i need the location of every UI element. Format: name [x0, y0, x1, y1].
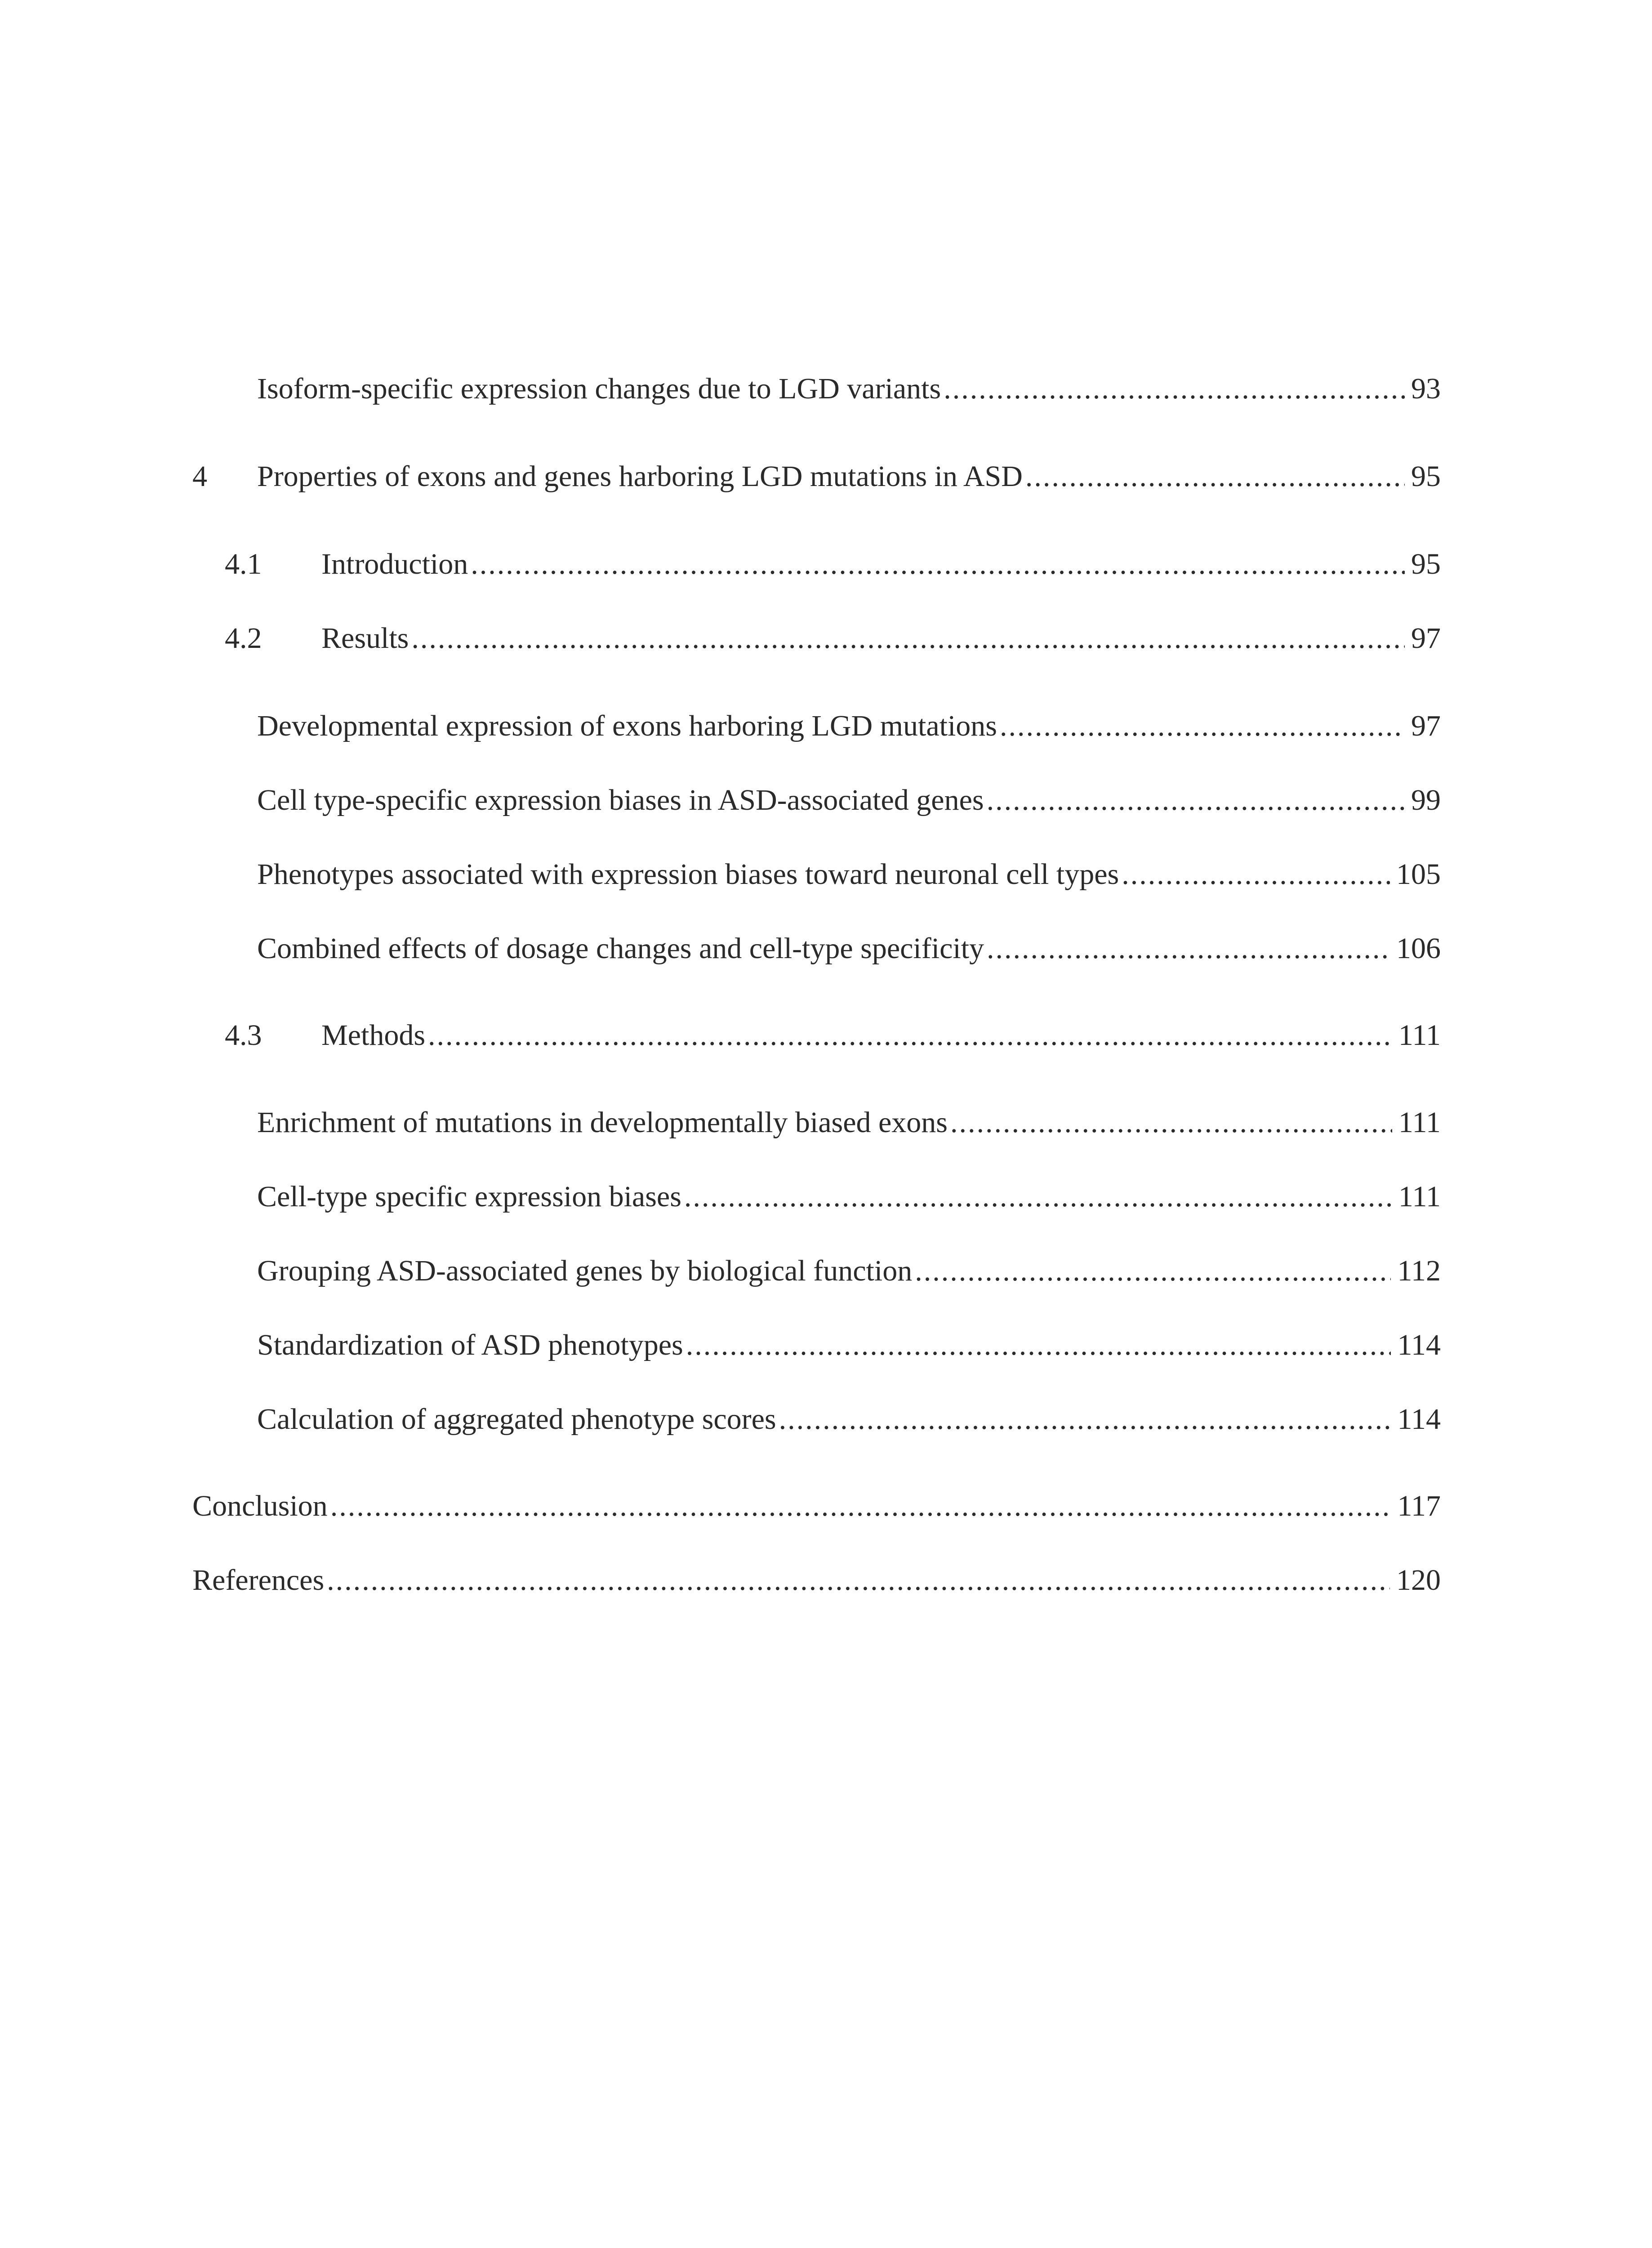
toc-entry-cell-type-expression-biases[interactable]: [257, 1177, 1441, 1217]
toc-title: Combined effects of dosage changes and cell-type specificity: [257, 932, 984, 965]
toc-title: Grouping ASD-associated genes by biological function: [257, 1254, 913, 1287]
toc-title: Standardization of ASD phenotypes: [257, 1329, 683, 1361]
toc-page-number: 111: [1398, 1019, 1441, 1052]
toc-title: Properties of exons and genes harboring LGD mutations in ASD: [257, 460, 1023, 493]
toc-entry-grouping-genes[interactable]: [257, 1251, 1441, 1291]
toc-leader-dots: [987, 780, 1405, 821]
toc-page-number: 97: [1411, 709, 1441, 742]
toc-entry-phenotypes-neuronal[interactable]: [257, 854, 1441, 895]
toc-page-number: 93: [1411, 372, 1441, 405]
toc-leader-dots: [330, 1486, 1391, 1526]
toc-title: Results: [321, 622, 409, 655]
toc-title: References: [192, 1564, 325, 1597]
toc-leader-dots: [1122, 854, 1390, 895]
toc-page-number: 97: [1411, 622, 1441, 655]
toc-section-number: 4.2: [225, 622, 262, 655]
toc-leader-dots: [686, 1325, 1391, 1365]
toc-title: Developmental expression of exons harboring LGD mutations: [257, 709, 997, 742]
toc-page-number: 105: [1396, 858, 1441, 891]
toc-title: Enrichment of mutations in developmentally biased exons: [257, 1106, 948, 1139]
toc-page-number: 117: [1397, 1490, 1441, 1522]
toc-entry-aggregated-scores[interactable]: [257, 1399, 1441, 1440]
toc-page-number: 111: [1398, 1106, 1441, 1139]
toc-entry-chapter-4[interactable]: [192, 456, 1441, 497]
toc-page-number: 120: [1396, 1564, 1441, 1597]
toc-section-number: 4.3: [225, 1019, 262, 1052]
toc-leader-dots: [950, 1102, 1392, 1143]
toc-entry-cell-type-specific-biases[interactable]: [257, 780, 1441, 821]
toc-page-number: 112: [1397, 1254, 1441, 1287]
toc-page-number: 106: [1396, 932, 1441, 965]
toc-entry-isoform-specific-expression[interactable]: [257, 369, 1441, 409]
toc-title: Isoform-specific expression changes due to LGD variants: [257, 372, 941, 405]
toc-section-number: 4: [192, 460, 207, 493]
toc-entry-standardization-phenotypes[interactable]: [257, 1325, 1441, 1365]
toc-entry-enrichment-mutations[interactable]: [257, 1102, 1441, 1143]
toc-leader-dots: [1025, 456, 1405, 497]
toc-title: Phenotypes associated with expression biases toward neuronal cell types: [257, 858, 1119, 891]
toc-page-number: 99: [1411, 784, 1441, 816]
toc-entry-section-4-3[interactable]: [225, 1015, 1441, 1056]
toc-entry-conclusion[interactable]: [192, 1486, 1441, 1526]
toc-title: Methods: [321, 1019, 425, 1052]
toc-leader-dots: [471, 544, 1405, 584]
toc-leader-dots: [684, 1177, 1392, 1217]
toc-leader-dots: [327, 1560, 1390, 1601]
toc-entry-developmental-expression[interactable]: [257, 706, 1441, 746]
toc-leader-dots: [428, 1015, 1392, 1056]
toc-section-number: 4.1: [225, 548, 262, 580]
toc-page-number: 114: [1397, 1329, 1441, 1361]
toc-page-number: 95: [1411, 460, 1441, 493]
toc-page-number: 114: [1397, 1403, 1441, 1436]
toc-title: Conclusion: [192, 1490, 328, 1522]
toc-entry-section-4-1[interactable]: [225, 544, 1441, 584]
toc-entry-section-4-2[interactable]: [225, 618, 1441, 659]
toc-title: Calculation of aggregated phenotype scores: [257, 1403, 776, 1436]
toc-leader-dots: [411, 618, 1405, 659]
toc-entry-references[interactable]: [192, 1560, 1441, 1601]
toc-leader-dots: [944, 369, 1405, 409]
toc-title: Cell-type specific expression biases: [257, 1180, 681, 1213]
toc-leader-dots: [987, 928, 1390, 969]
toc-leader-dots: [915, 1251, 1391, 1291]
toc-page-number: 95: [1411, 548, 1441, 580]
toc-page-number: 111: [1398, 1180, 1441, 1213]
toc-title: Cell type-specific expression biases in ASD-associated genes: [257, 784, 984, 816]
toc-leader-dots: [1000, 706, 1405, 746]
toc-title: Introduction: [321, 548, 468, 580]
toc-leader-dots: [779, 1399, 1391, 1440]
toc-entry-combined-effects[interactable]: [257, 928, 1441, 969]
